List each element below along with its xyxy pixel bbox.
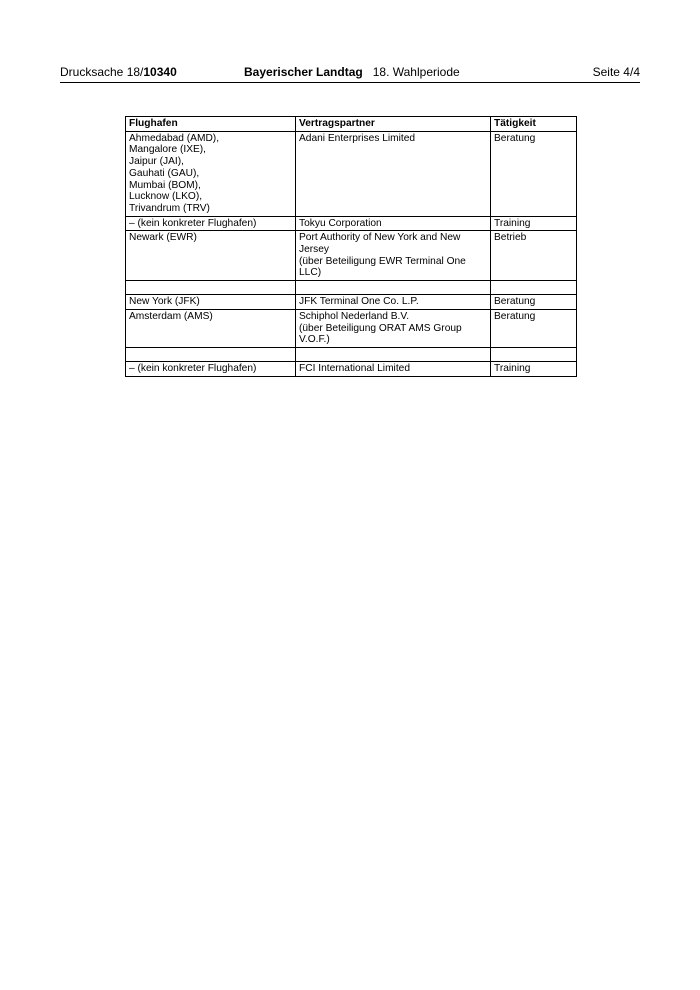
cell-airport [126,231,296,281]
table-body [126,131,577,376]
cell-activity: Beratung [491,309,577,347]
airport-line: Amsterdam (AMS) [129,310,213,322]
cell-airport [126,309,296,347]
column-header-airport: Flughafen [126,117,296,132]
cell-partner [296,131,491,216]
cell-airport [126,281,296,295]
document-number-prefix: Drucksache 18/ [60,65,144,79]
cell-activity: Beratung [491,295,577,310]
cell-activity [491,347,577,361]
airport-line: Jaipur (JAI), [129,156,184,168]
cell-airport [126,361,296,376]
column-header-partner: Vertragspartner [296,117,491,132]
document-number [60,64,177,80]
cell-partner [296,216,491,231]
parliament-info [244,64,460,80]
cell-airport [126,347,296,361]
airport-line: Lucknow (LKO), [129,191,203,203]
airport-line: Mumbai (BOM), [129,179,201,191]
airport-line: Gauhati (GAU), [129,167,200,179]
cell-airport [126,216,296,231]
cell-partner [296,309,491,347]
cell-airport [126,131,296,216]
airport-contracts-table [125,116,577,377]
table-row [126,361,577,376]
partner-line: Adani Enterprises Limited [299,132,416,144]
airport-line: – (kein konkreter Flughafen) [129,217,257,229]
table-row [126,309,577,347]
partner-line: Tokyu Corporation [299,217,382,229]
document-number-value: 10340 [143,65,177,79]
table-row [126,347,577,361]
airport-line: Newark (EWR) [129,232,197,244]
airport-line: Ahmedabad (AMD), [129,132,220,144]
legislative-period: 18. Wahlperiode [372,65,460,79]
partner-line: (über Beteiligung EWR Terminal One LLC) [299,255,466,279]
column-header-activity: Tätigkeit [491,117,577,132]
cell-airport [126,295,296,310]
table-row [126,216,577,231]
partner-line: FCI International Limited [299,362,410,374]
cell-activity: Betrieb [491,231,577,281]
table-row [126,295,577,310]
airport-line: Trivandrum (TRV) [129,202,210,214]
cell-activity: Beratung [491,131,577,216]
airport-line: Mangalore (IXE), [129,144,207,156]
page-header [60,64,640,82]
cell-activity: Training [491,216,577,231]
table-row [126,131,577,216]
parliament-name: Bayerischer Landtag [244,65,363,79]
header-rule [60,82,640,83]
table-row [126,231,577,281]
table-row [126,281,577,295]
partner-line: Port Authority of New York and New Jersey [299,232,461,256]
cell-activity [491,281,577,295]
cell-activity: Training [491,361,577,376]
table-header-row [126,117,577,132]
airport-line: New York (JFK) [129,296,200,308]
cell-partner [296,347,491,361]
airport-line: – (kein konkreter Flughafen) [129,362,257,374]
partner-line: (über Beteiligung ORAT AMS Group V.O.F.) [299,322,462,346]
page-number: Seite 4/4 [592,65,640,79]
partner-line: JFK Terminal One Co. L.P. [299,296,419,308]
cell-partner [296,361,491,376]
cell-partner [296,231,491,281]
partner-line: Schiphol Nederland B.V. [299,310,410,322]
cell-partner [296,295,491,310]
cell-partner [296,281,491,295]
